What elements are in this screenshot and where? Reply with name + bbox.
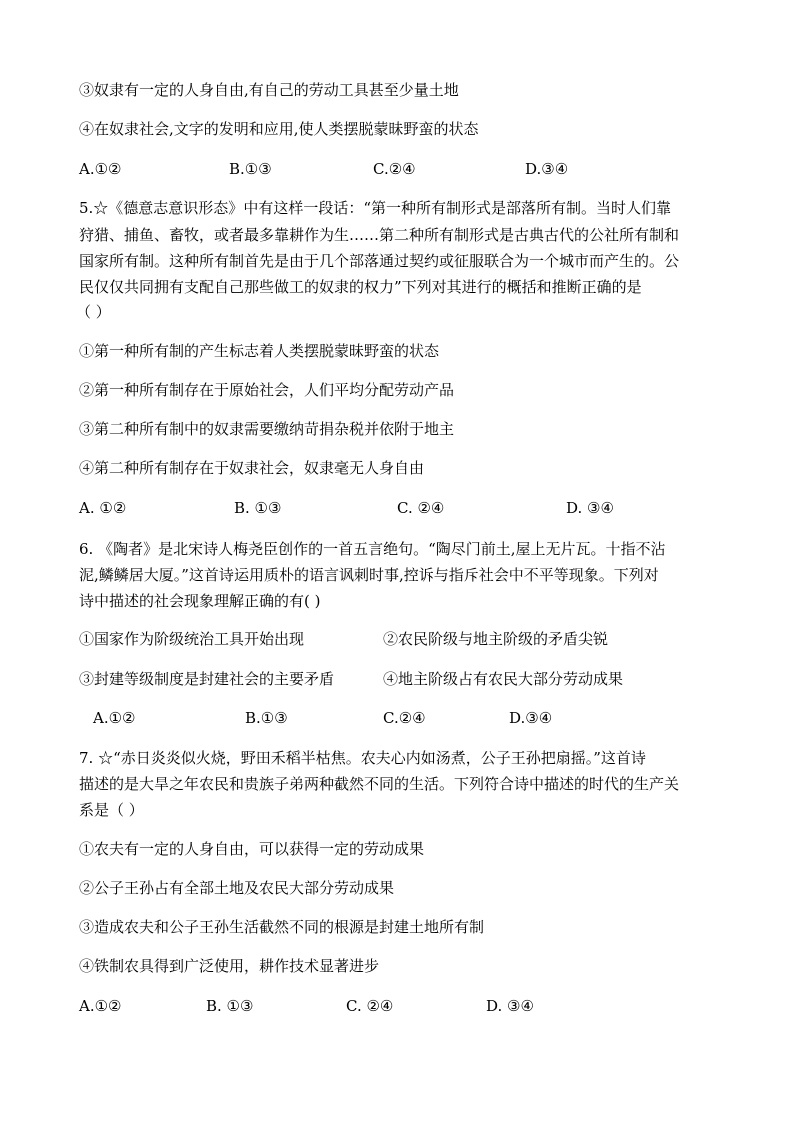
q5-stem-line-2: 狩猎、捕鱼、畜牧，或者最多靠耕作为生……第二种所有制形式是古典古代的公社所有制和 (79, 226, 680, 244)
q4-item-4: ④在奴隶社会,文字的发明和应用,使人类摆脱蒙昧野蛮的状态 (79, 120, 479, 138)
q7-stem-line-3: 系是（ ） (79, 801, 144, 819)
q6-item-3: ③封建等级制度是封建社会的主要矛盾 (79, 670, 335, 688)
q5-stem-line-4: 民仅仅共同拥有支配自己那些做工的奴隶的权力”下列对其进行的概括和推断正确的是 (79, 278, 642, 296)
q7-item-4: ④铁制农具得到广泛使用，耕作技术显著进步 (79, 957, 380, 975)
q6-stem-line-3: 诗中描述的社会现象理解正确的有( ) (79, 592, 321, 610)
q4-option-c: C.②④ (373, 160, 416, 178)
q5-option-c: C. ②④ (397, 499, 445, 517)
q5-item-2: ②第一种所有制存在于原始社会，人们平均分配劳动产品 (79, 381, 455, 399)
q5-item-4: ④第二种所有制存在于奴隶社会，奴隶毫无人身自由 (79, 459, 425, 477)
q5-option-b: B. ①③ (234, 499, 282, 517)
q6-option-a: A.①② (93, 709, 136, 727)
q6-option-d: D.③④ (509, 709, 553, 727)
q7-item-2: ②公子王孙占有全部土地及农民大部分劳动成果 (79, 879, 395, 897)
q5-option-a: A. ①② (79, 499, 127, 517)
q6-item-4: ④地主阶级占有农民大部分劳动成果 (383, 670, 624, 688)
q4-option-b: B.①③ (229, 160, 272, 178)
q5-item-1: ①第一种所有制的产生标志着人类摆脱蒙昧野蛮的状态 (79, 342, 440, 360)
q7-item-1: ①农夫有一定的人身自由，可以获得一定的劳动成果 (79, 840, 425, 858)
q7-stem-line-2: 描述的是大旱之年农民和贵族子弟两种截然不同的生活。下列符合诗中描述的时代的生产关 (79, 775, 680, 793)
q6-item-2: ②农民阶级与地主阶级的矛盾尖锐 (383, 630, 609, 648)
q7-stem-line-1: 7. ☆“赤日炎炎似火烧，野田禾稻半枯焦。农夫心内如汤煮，公子王孙把扇摇。”这首诗 (79, 749, 646, 767)
q5-stem-line-3: 国家所有制。这种所有制首先是由于几个部落通过契约或征服联合为一个城市而产生的。公 (79, 252, 680, 270)
q7-option-a: A.①② (79, 997, 122, 1015)
q6-option-b: B.①③ (245, 709, 288, 727)
q5-item-3: ③第二种所有制中的奴隶需要缴纳苛捐杂税并依附于地主 (79, 420, 455, 438)
q6-option-c: C.②④ (383, 709, 426, 727)
q7-item-3: ③造成农夫和公子王孙生活截然不同的根源是封建土地所有制 (79, 918, 485, 936)
q5-stem-line-1: 5.☆《德意志意识形态》中有这样一段话：“第一种所有制形式是部落所有制。当时人们靠 (79, 199, 671, 217)
q7-option-b: B. ①③ (206, 997, 254, 1015)
q7-option-c: C. ②④ (346, 997, 394, 1015)
q4-option-d: D.③④ (525, 160, 569, 178)
q5-answer-blank: （ ） (76, 303, 111, 321)
q4-item-3: ③奴隶有一定的人身自由,有自己的劳动工具甚至少量土地 (79, 81, 459, 99)
q6-item-1: ①国家作为阶级统治工具开始出现 (79, 630, 305, 648)
q7-option-d: D. ③④ (486, 997, 534, 1015)
q6-stem-line-2: 泥,鳞鳞居大厦。”这首诗运用质朴的语言讽刺时事,控诉与指斥社会中不平等现象。下列对 (79, 566, 659, 584)
q4-option-a: A.①② (79, 160, 122, 178)
q5-option-d: D. ③④ (566, 499, 614, 517)
q6-stem-line-1: 6. 《陶者》是北宋诗人梅尧臣创作的一首五言绝句。“陶尽门前土,屋上无片瓦。十指不沾 (79, 540, 666, 558)
